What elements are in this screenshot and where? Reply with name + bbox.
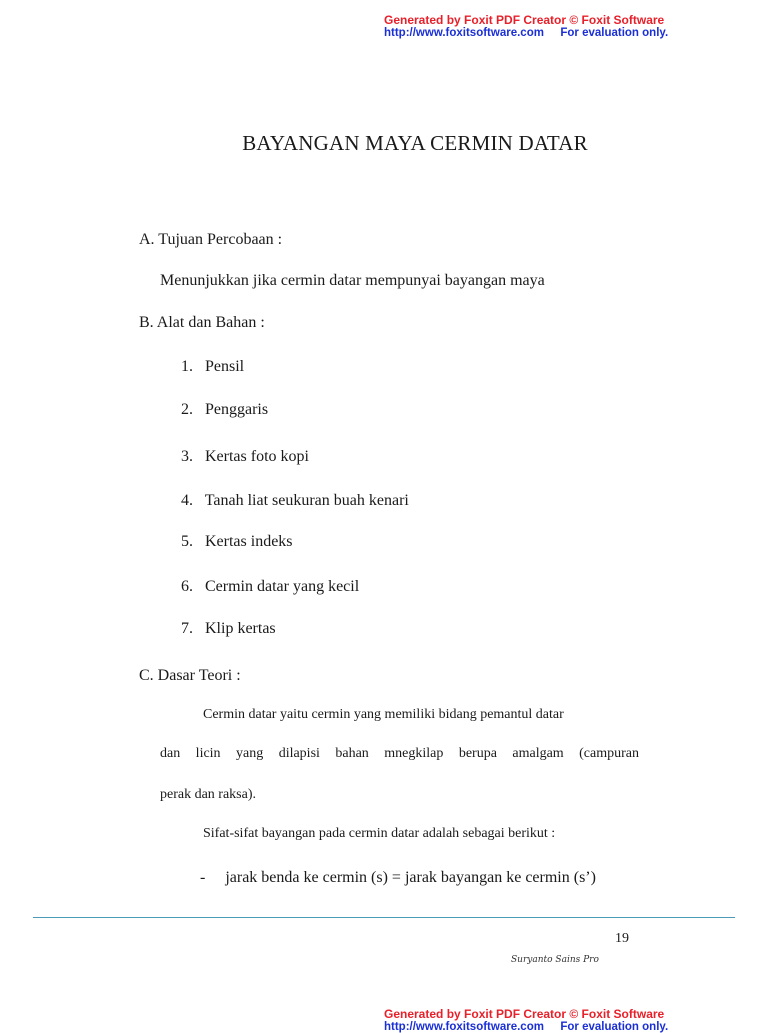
list-item-number: 1. <box>181 358 193 375</box>
page-number: 19 <box>615 931 629 946</box>
bullet-text: jarak benda ke cermin (s) = jarak bayangan ke cermin (s’) <box>225 869 596 886</box>
foxit-watermark-top: Generated by Foxit PDF Creator © Foxit Software <box>384 13 665 27</box>
evaluation-note: For evaluation only. <box>560 27 669 39</box>
foxit-watermark-top-url-line <box>384 27 668 39</box>
theory-paragraph-line: dan licin yang dilapisi bahan mnegkilap berupa amalgam (campuran <box>160 746 639 761</box>
foxit-url-link-bottom[interactable]: http://www.foxitsoftware.com <box>384 1021 544 1033</box>
list-item-number: 3. <box>181 448 193 465</box>
list-item <box>181 358 244 376</box>
list-item-number: 6. <box>181 578 193 595</box>
evaluation-note-bottom: For evaluation only. <box>560 1021 669 1033</box>
list-item-number: 5. <box>181 533 193 550</box>
properties-intro: Sifat-sifat bayangan pada cermin datar adalah sebagai berikut : <box>203 826 556 841</box>
list-item-text: Tanah liat seukuran buah kenari <box>204 492 409 509</box>
theory-paragraph-line: Cermin datar yaitu cermin yang memiliki bidang pemantul datar <box>203 707 564 722</box>
list-item <box>181 620 276 638</box>
foxit-watermark-bottom: Generated by Foxit PDF Creator © Foxit Software <box>384 1007 665 1021</box>
section-a-heading: A. Tujuan Percobaan : <box>139 231 283 248</box>
list-item-text: Kertas indeks <box>205 533 293 550</box>
list-item-text: Kertas foto kopi <box>205 448 309 465</box>
list-item-text: Cermin datar yang kecil <box>205 578 360 595</box>
section-a-text: Menunjukkan jika cermin datar mempunyai bayangan maya <box>160 272 545 289</box>
bullet-dash: - <box>200 869 206 886</box>
list-item-number: 4. <box>181 492 193 509</box>
list-item-number: 7. <box>181 620 193 637</box>
list-item <box>181 448 309 466</box>
footer-divider <box>33 917 735 918</box>
author-signature: Suryanto Sains Pro <box>511 955 599 965</box>
list-item <box>181 533 293 551</box>
section-c-heading: C. Dasar Teori : <box>139 667 241 684</box>
list-item <box>181 578 359 596</box>
section-b-heading: B. Alat dan Bahan : <box>139 314 265 331</box>
list-item-text: Pensil <box>205 358 245 375</box>
foxit-watermark-bottom-url-line <box>384 1021 668 1033</box>
list-item-text: Klip kertas <box>205 620 276 637</box>
list-item <box>181 401 268 419</box>
list-item-number: 2. <box>181 401 193 418</box>
page-title: BAYANGAN MAYA CERMIN DATAR <box>242 131 588 155</box>
bullet-item <box>200 869 596 887</box>
list-item-text: Penggaris <box>205 401 269 418</box>
list-item <box>181 492 409 510</box>
theory-paragraph-line: perak dan raksa). <box>160 787 257 802</box>
foxit-url-link[interactable]: http://www.foxitsoftware.com <box>384 27 544 39</box>
